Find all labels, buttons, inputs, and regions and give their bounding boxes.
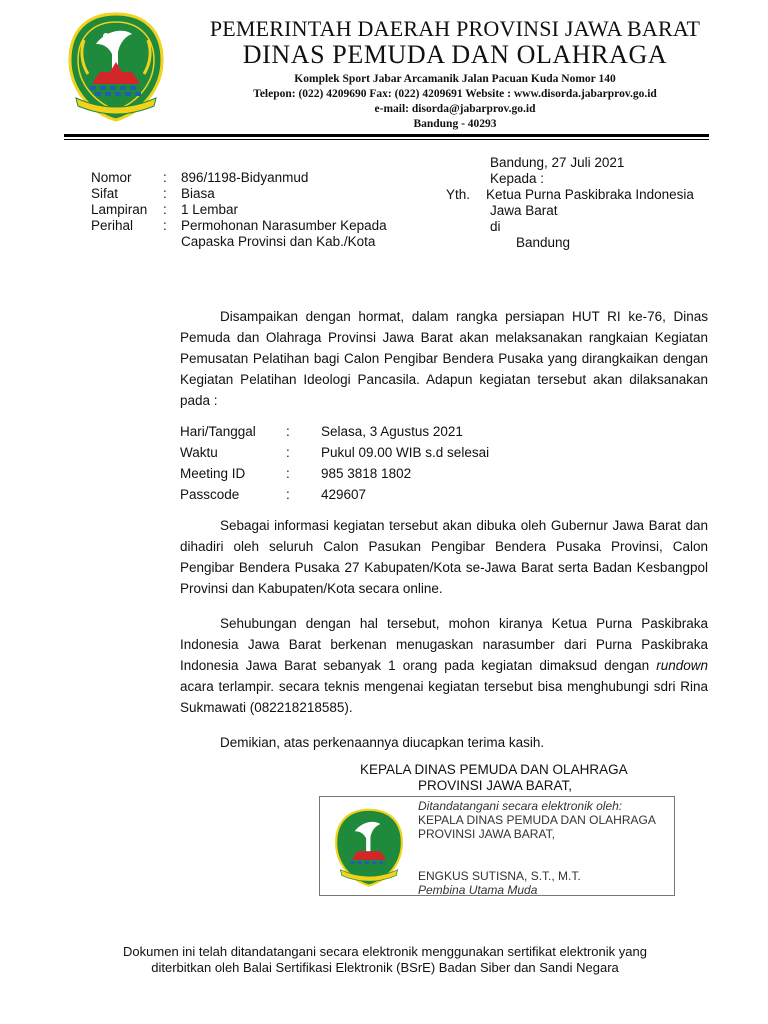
recipient-name: Ketua Purna Paskibraka Indonesia bbox=[486, 187, 694, 202]
body-paragraph-1: Disampaikan dengan hormat, dalam rangka persiapan HUT RI ke-76, Dinas Pemuda dan Olahraga Provinsi Jawa Barat akan melaksanakan rangkaian Kegiatan Pemusatan Pelatihan bagi Calon Pengibar Bendera Pusaka yang dirangkaikan dengan Kegiatan Pelatihan Ideologi Pancasila. Adapun kegiatan tersebut akan dilaksanakan pada : bbox=[180, 309, 708, 408]
footer-line2: diterbitkan oleh Balai Sertifikasi Elektronik (BSrE) Badan Siber dan Sandi Negara bbox=[151, 960, 619, 975]
schedule-value: Selasa, 3 Agustus 2021 bbox=[321, 424, 463, 439]
west-java-emblem-icon bbox=[66, 10, 166, 122]
signature-office-line1: KEPALA DINAS PEMUDA DAN OLAHRAGA bbox=[418, 813, 656, 827]
closing-paragraph: Demikian, atas perkenaannya diucapkan terima kasih. bbox=[220, 735, 545, 750]
recipient-yth: Yth. bbox=[446, 187, 471, 202]
letterhead-divider-thin bbox=[64, 139, 709, 140]
letter-meta bbox=[91, 170, 411, 250]
recipient-region: Jawa Barat bbox=[490, 203, 558, 218]
meta-row bbox=[91, 186, 411, 202]
schedule-value: 985 3818 1802 bbox=[321, 466, 412, 481]
recipient-block bbox=[446, 155, 694, 251]
schedule-key: Waktu bbox=[180, 445, 218, 460]
schedule-value: Pukul 09.00 WIB s.d selesai bbox=[321, 445, 490, 460]
letterhead bbox=[185, 16, 725, 131]
schedule-sep: : bbox=[286, 445, 290, 460]
recipient-name-line bbox=[446, 187, 694, 203]
meta-value: 1 Lembar bbox=[181, 202, 239, 217]
west-java-emblem-icon bbox=[324, 807, 414, 887]
schedule-key: Meeting ID bbox=[180, 466, 246, 481]
signatory-title bbox=[320, 762, 700, 794]
meta-key: Perihal bbox=[91, 218, 134, 233]
meta-sep: : bbox=[163, 202, 167, 217]
meta-value: 896/1198-Bidyanmud bbox=[181, 170, 309, 185]
recipient-di: di bbox=[490, 219, 501, 234]
meta-value: Biasa bbox=[181, 186, 215, 201]
office-city: Bandung - 40293 bbox=[413, 118, 497, 130]
signatory-title-line2: PROVINSI JAWA BARAT, bbox=[418, 778, 573, 793]
office-email: e-mail: disorda@jabarprov.go.id bbox=[374, 103, 536, 115]
meta-sep: : bbox=[163, 186, 167, 201]
meta-key: Sifat bbox=[91, 186, 119, 201]
meta-value: Permohonan Narasumber Kepada Capaska Provinsi dan Kab./Kota bbox=[181, 218, 387, 249]
electronic-signature-box bbox=[319, 796, 675, 896]
schedule-table bbox=[180, 421, 708, 505]
meta-sep: : bbox=[163, 170, 167, 185]
government-name: PEMERINTAH DAERAH PROVINSI JAWA BARAT bbox=[209, 16, 701, 41]
meta-row bbox=[91, 202, 411, 218]
para3-text-a: Sehubungan dengan hal tersebut, mohon kiranya Ketua Purna Paskibraka Indonesia Jawa Barat berkenan menugaskan narasumber dari Purna Paskibraka Indonesia Jawa Barat sebanyak 1 orang pada kegiatan dimaksud dengan bbox=[180, 616, 708, 673]
letter-date: Bandung, 27 Juli 2021 bbox=[490, 155, 625, 170]
recipient-city: Bandung bbox=[516, 235, 571, 250]
letter-body bbox=[180, 306, 708, 753]
schedule-sep: : bbox=[286, 487, 290, 502]
signature-signed-by: Ditandatangani secara elektronik oleh: bbox=[418, 799, 623, 813]
meta-sep: : bbox=[163, 218, 167, 233]
schedule-sep: : bbox=[286, 466, 290, 481]
schedule-key: Passcode bbox=[180, 487, 240, 502]
meta-row bbox=[91, 170, 411, 186]
schedule-key: Hari/Tanggal bbox=[180, 424, 256, 439]
schedule-row bbox=[180, 463, 708, 484]
signatory-title-line1: KEPALA DINAS PEMUDA DAN OLAHRAGA bbox=[360, 762, 628, 777]
schedule-sep: : bbox=[286, 424, 290, 439]
meta-key: Nomor bbox=[91, 170, 132, 185]
office-address: Komplek Sport Jabar Arcamanik Jalan Pacuan Kuda Nomor 140 bbox=[294, 73, 616, 85]
footer-line1: Dokumen ini telah ditandatangani secara elektronik menggunakan sertifikat elektronik yang bbox=[123, 944, 647, 959]
signature-text bbox=[418, 799, 656, 897]
office-contact: Telepon: (022) 4209690 Fax: (022) 4209691 Website : www.disorda.jabarprov.go.id bbox=[253, 88, 657, 100]
body-paragraph-2: Sebagai informasi kegiatan tersebut akan dibuka oleh Gubernur Jawa Barat dan dihadiri oleh seluruh Calon Pasukan Pengibar Bendera Pusaka Provinsi, Calon Pengibar Bendera Pusaka 27 Kabupaten/Kota se-Jawa Barat serta Badan Kesbangpol Provinsi dan Kabupaten/Kota secara online. bbox=[180, 518, 708, 596]
signatory-rank: Pembina Utama Muda bbox=[418, 883, 538, 897]
meta-row bbox=[91, 218, 411, 250]
schedule-row bbox=[180, 421, 708, 442]
signatory-name: ENGKUS SUTISNA, S.T., M.T. bbox=[418, 869, 581, 883]
schedule-row bbox=[180, 442, 708, 463]
meta-key: Lampiran bbox=[91, 202, 148, 217]
body-paragraph-3 bbox=[180, 613, 708, 718]
signature-office-line2: PROVINSI JAWA BARAT, bbox=[418, 827, 555, 841]
footer-disclaimer bbox=[60, 944, 710, 976]
schedule-row bbox=[180, 484, 708, 505]
department-name: DINAS PEMUDA DAN OLAHRAGA bbox=[242, 40, 668, 69]
letterhead-divider bbox=[64, 134, 709, 137]
recipient-label: Kepada : bbox=[490, 171, 545, 186]
para3-italic: rundown bbox=[656, 658, 708, 673]
schedule-value: 429607 bbox=[321, 487, 367, 502]
para3-text-b: acara terlampir. secara teknis mengenai kegiatan tersebut bisa menghubungi sdri Rina Sukmawati (082218218585). bbox=[180, 679, 708, 715]
